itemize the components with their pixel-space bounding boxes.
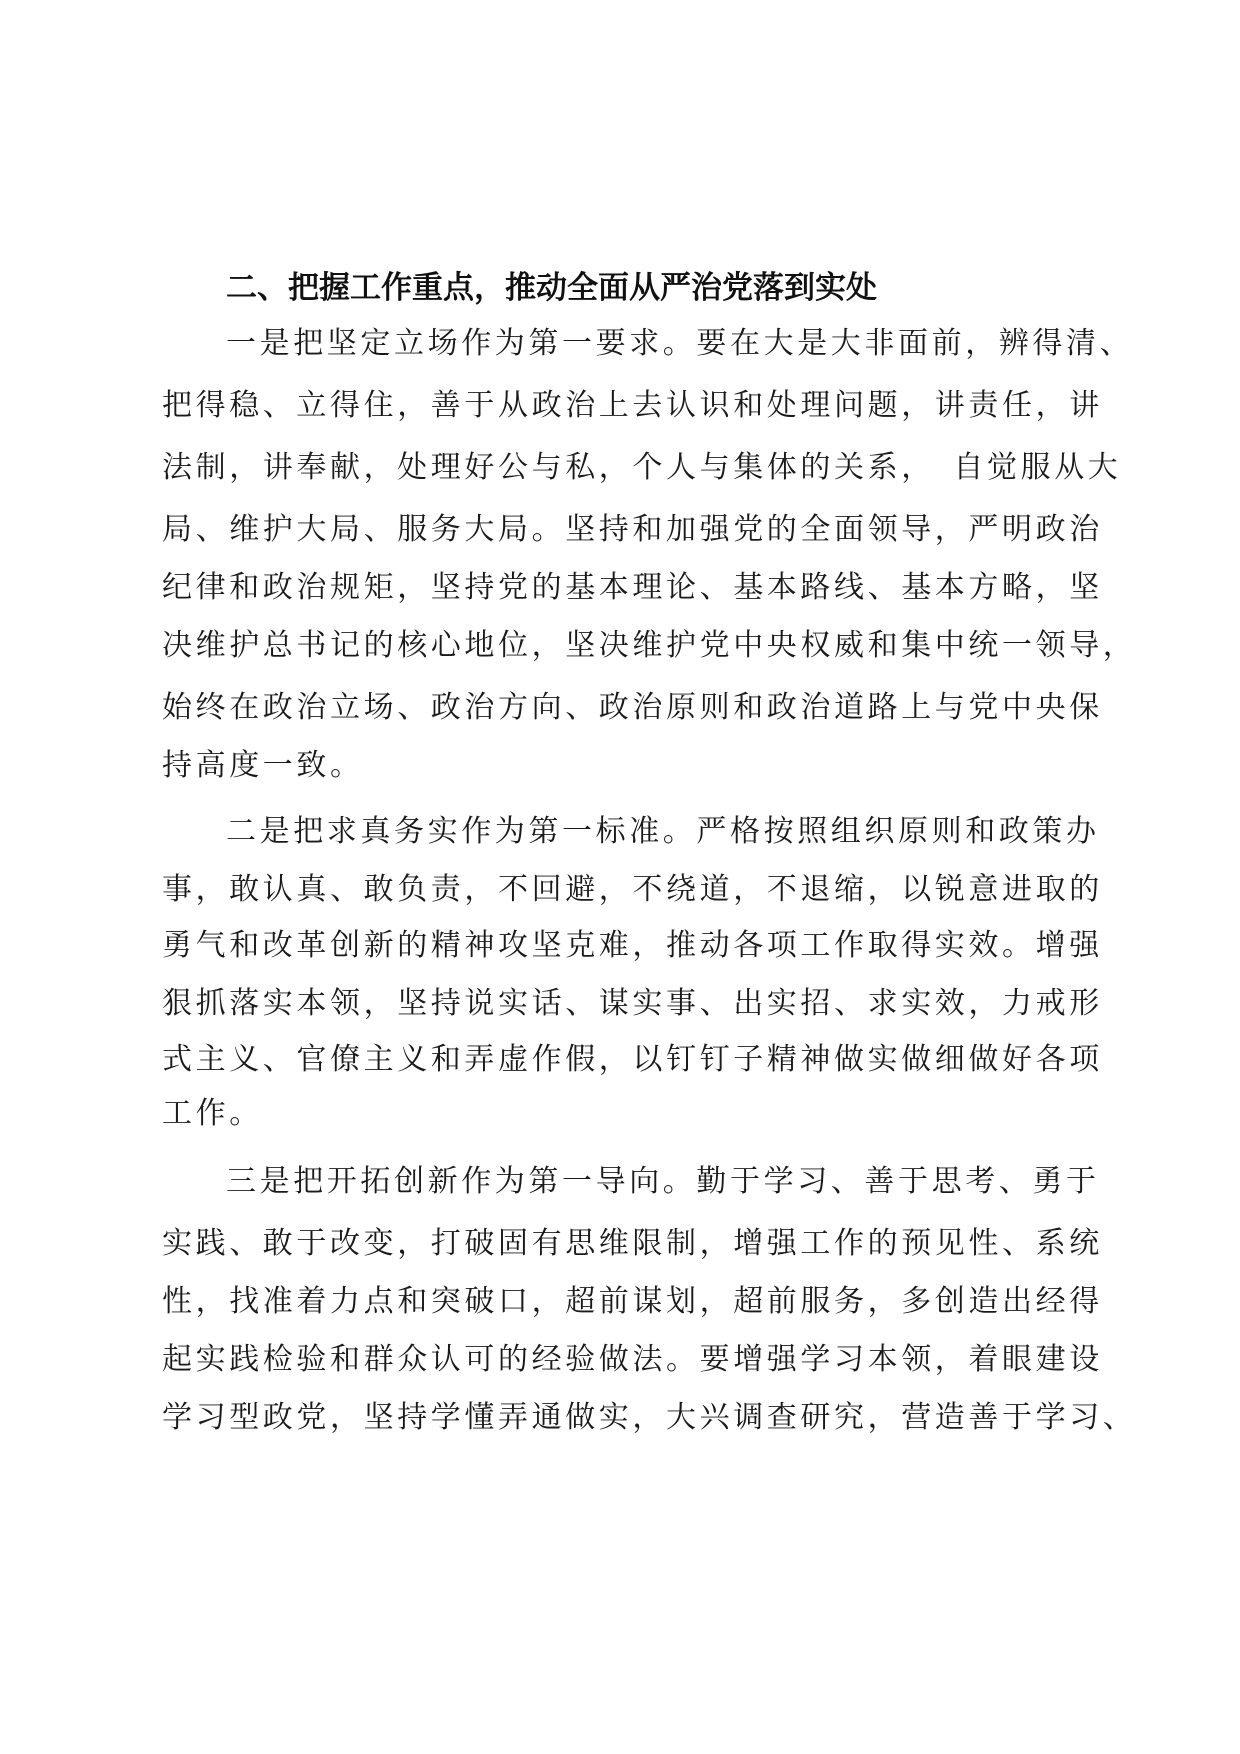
paragraph-1-line-2: 把得稳、立得住，善于从政治上去认识和处理问题，讲责任，讲 [162,388,1103,423]
paragraph-1-line-4: 局、维护大局、服务大局。坚持和加强党的全面领导，严明政治 [162,512,1103,547]
paragraph-2-line-6: 工作。 [162,1096,263,1131]
paragraph-2-line-5: 式主义、官僚主义和弄虚作假，以钉钉子精神做实做细做好各项 [162,1042,1103,1077]
paragraph-2-line-4: 狠抓落实本领，坚持说实话、谋实事、出实招、求实效，力戒形 [162,986,1103,1021]
paragraph-2-line-3: 勇气和改革创新的精神攻坚克难，推动各项工作取得实效。增强 [162,928,1103,963]
paragraph-3-line-3: 性，找准着力点和突破口，超前谋划，超前服务，多创造出经得 [162,1284,1103,1319]
paragraph-1-line-7: 始终在政治立场、政治方向、政治原则和政治道路上与党中央保 [162,690,1103,725]
paragraph-1-line-8: 持高度一致。 [162,748,364,783]
paragraph-3-line-2: 实践、敢于改变，打破固有思维限制，增强工作的预见性、系统 [162,1226,1103,1261]
paragraph-3-line-4: 起实践检验和群众认可的经验做法。要增强学习本领，着眼建设 [162,1342,1103,1377]
paragraph-1-line-1: 一是把坚定立场作为第一要求。要在大是大非面前，辨得清、 [226,326,1134,361]
paragraph-3-line-5: 学习型政党，坚持学懂弄通做实，大兴调查研究，营造善于学习、 [162,1400,1137,1435]
paragraph-1-line-6: 决维护总书记的核心地位，坚决维护党中央权威和集中统一领导， [162,628,1137,663]
paragraph-2-line-2: 事，敢认真、敢负责，不回避，不绕道，不退缩，以锐意进取的 [162,872,1103,907]
paragraph-1-line-5: 纪律和政治规矩，坚持党的基本理论、基本路线、基本方略，坚 [162,570,1103,605]
paragraph-3-line-1: 三是把开拓创新作为第一导向。勤于学习、善于思考、勇于 [226,1164,1100,1199]
paragraph-2-line-1: 二是把求真务实作为第一标准。严格按照组织原则和政策办 [226,814,1100,849]
section-heading: 二、把握工作重点，推动全面从严治党落到实处 [226,270,877,306]
paragraph-1-line-3: 法制，讲奉献，处理好公与私，个人与集体的关系， 自觉服从大 [162,450,1122,485]
